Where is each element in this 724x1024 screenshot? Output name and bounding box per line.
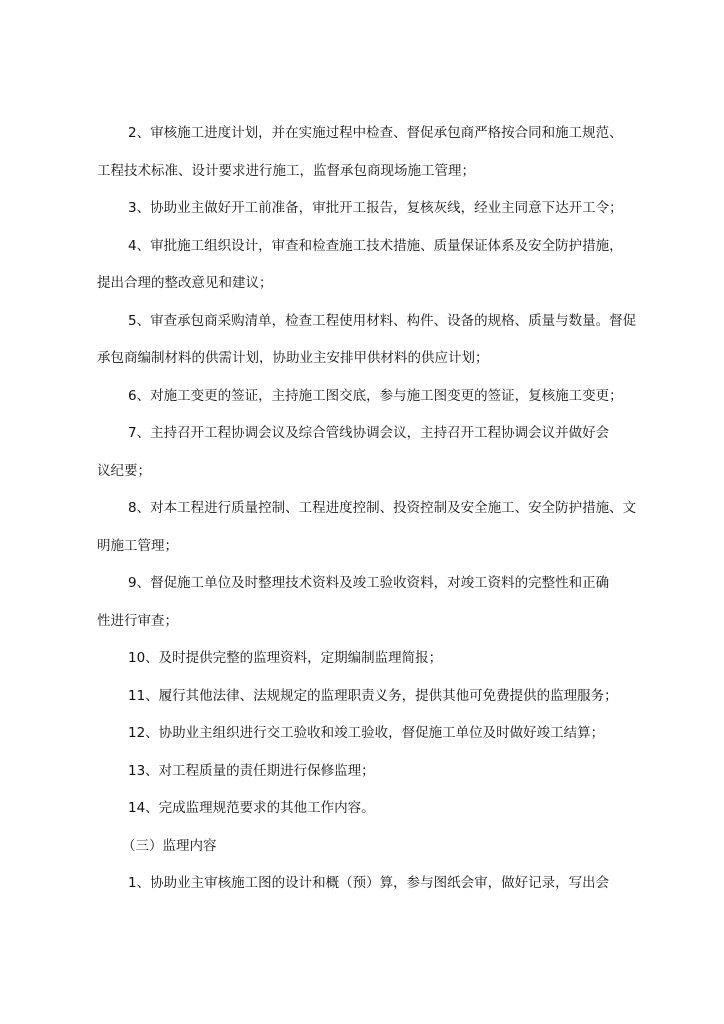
text-line: 议纪要；	[97, 462, 151, 479]
document-body	[97, 118, 659, 906]
text-line: 5、审查承包商采购清单，检查工程使用材料、构件、设备的规格、质量与数量。督促	[128, 312, 637, 329]
text-line: 6、对施工变更的签证，主持施工图交底，参与施工图变更的签证，复核施工变更；	[128, 387, 623, 404]
text-line: 7、主持召开工程协调会议及综合管线协调会议，主持召开工程协调会议并做好会	[128, 425, 610, 441]
text-line: 明施工管理；	[97, 537, 178, 554]
text-line: 8、对本工程进行质量控制、工程进度控制、投资控制及安全施工、安全防护措施、文	[128, 500, 637, 516]
section-heading: （三）监理内容	[122, 837, 217, 854]
text-line: 9、督促施工单位及时整理技术资料及竣工验收资料，对竣工资料的完整性和正确	[128, 575, 610, 591]
text-line: 工程技术标准、设计要求进行施工，监督承包商现场施工管理；	[97, 162, 475, 179]
text-line: 10、及时提供完整的监理资料，定期编制监理简报；	[128, 650, 443, 666]
text-line: 提出合理的整改意见和建议；	[97, 275, 273, 291]
text-line: 性进行审查；	[97, 612, 178, 629]
text-line: 4、审批施工组织设计，审查和检查施工技术措施、质量保证体系及安全防护措施，	[128, 237, 623, 254]
text-line: 14、完成监理规范要求的其他工作内容。	[128, 800, 375, 816]
text-line: 3、协助业主做好开工前准备，审批开工报告，复核灰线，经业主同意下达开工令；	[128, 200, 623, 216]
text-line: 1、协助业主审核施工图的设计和概（预）算，参与图纸会审，做好记录，写出会	[128, 875, 610, 891]
text-line: 13、对工程质量的责任期进行保修监理；	[128, 762, 375, 779]
text-line: 2、审核施工进度计划，并在实施过程中检查、督促承包商严格按合同和施工规范、	[128, 125, 623, 141]
text-line: 12、协助业主组织进行交工验收和竣工验收，督促施工单位及时做好竣工结算；	[128, 725, 605, 741]
text-line: 承包商编制材料的供需计划，协助业主安排甲供材料的供应计划；	[97, 350, 489, 366]
text-line: 11、履行其他法律、法规规定的监理职责义务，提供其他可免费提供的监理服务；	[128, 687, 618, 704]
